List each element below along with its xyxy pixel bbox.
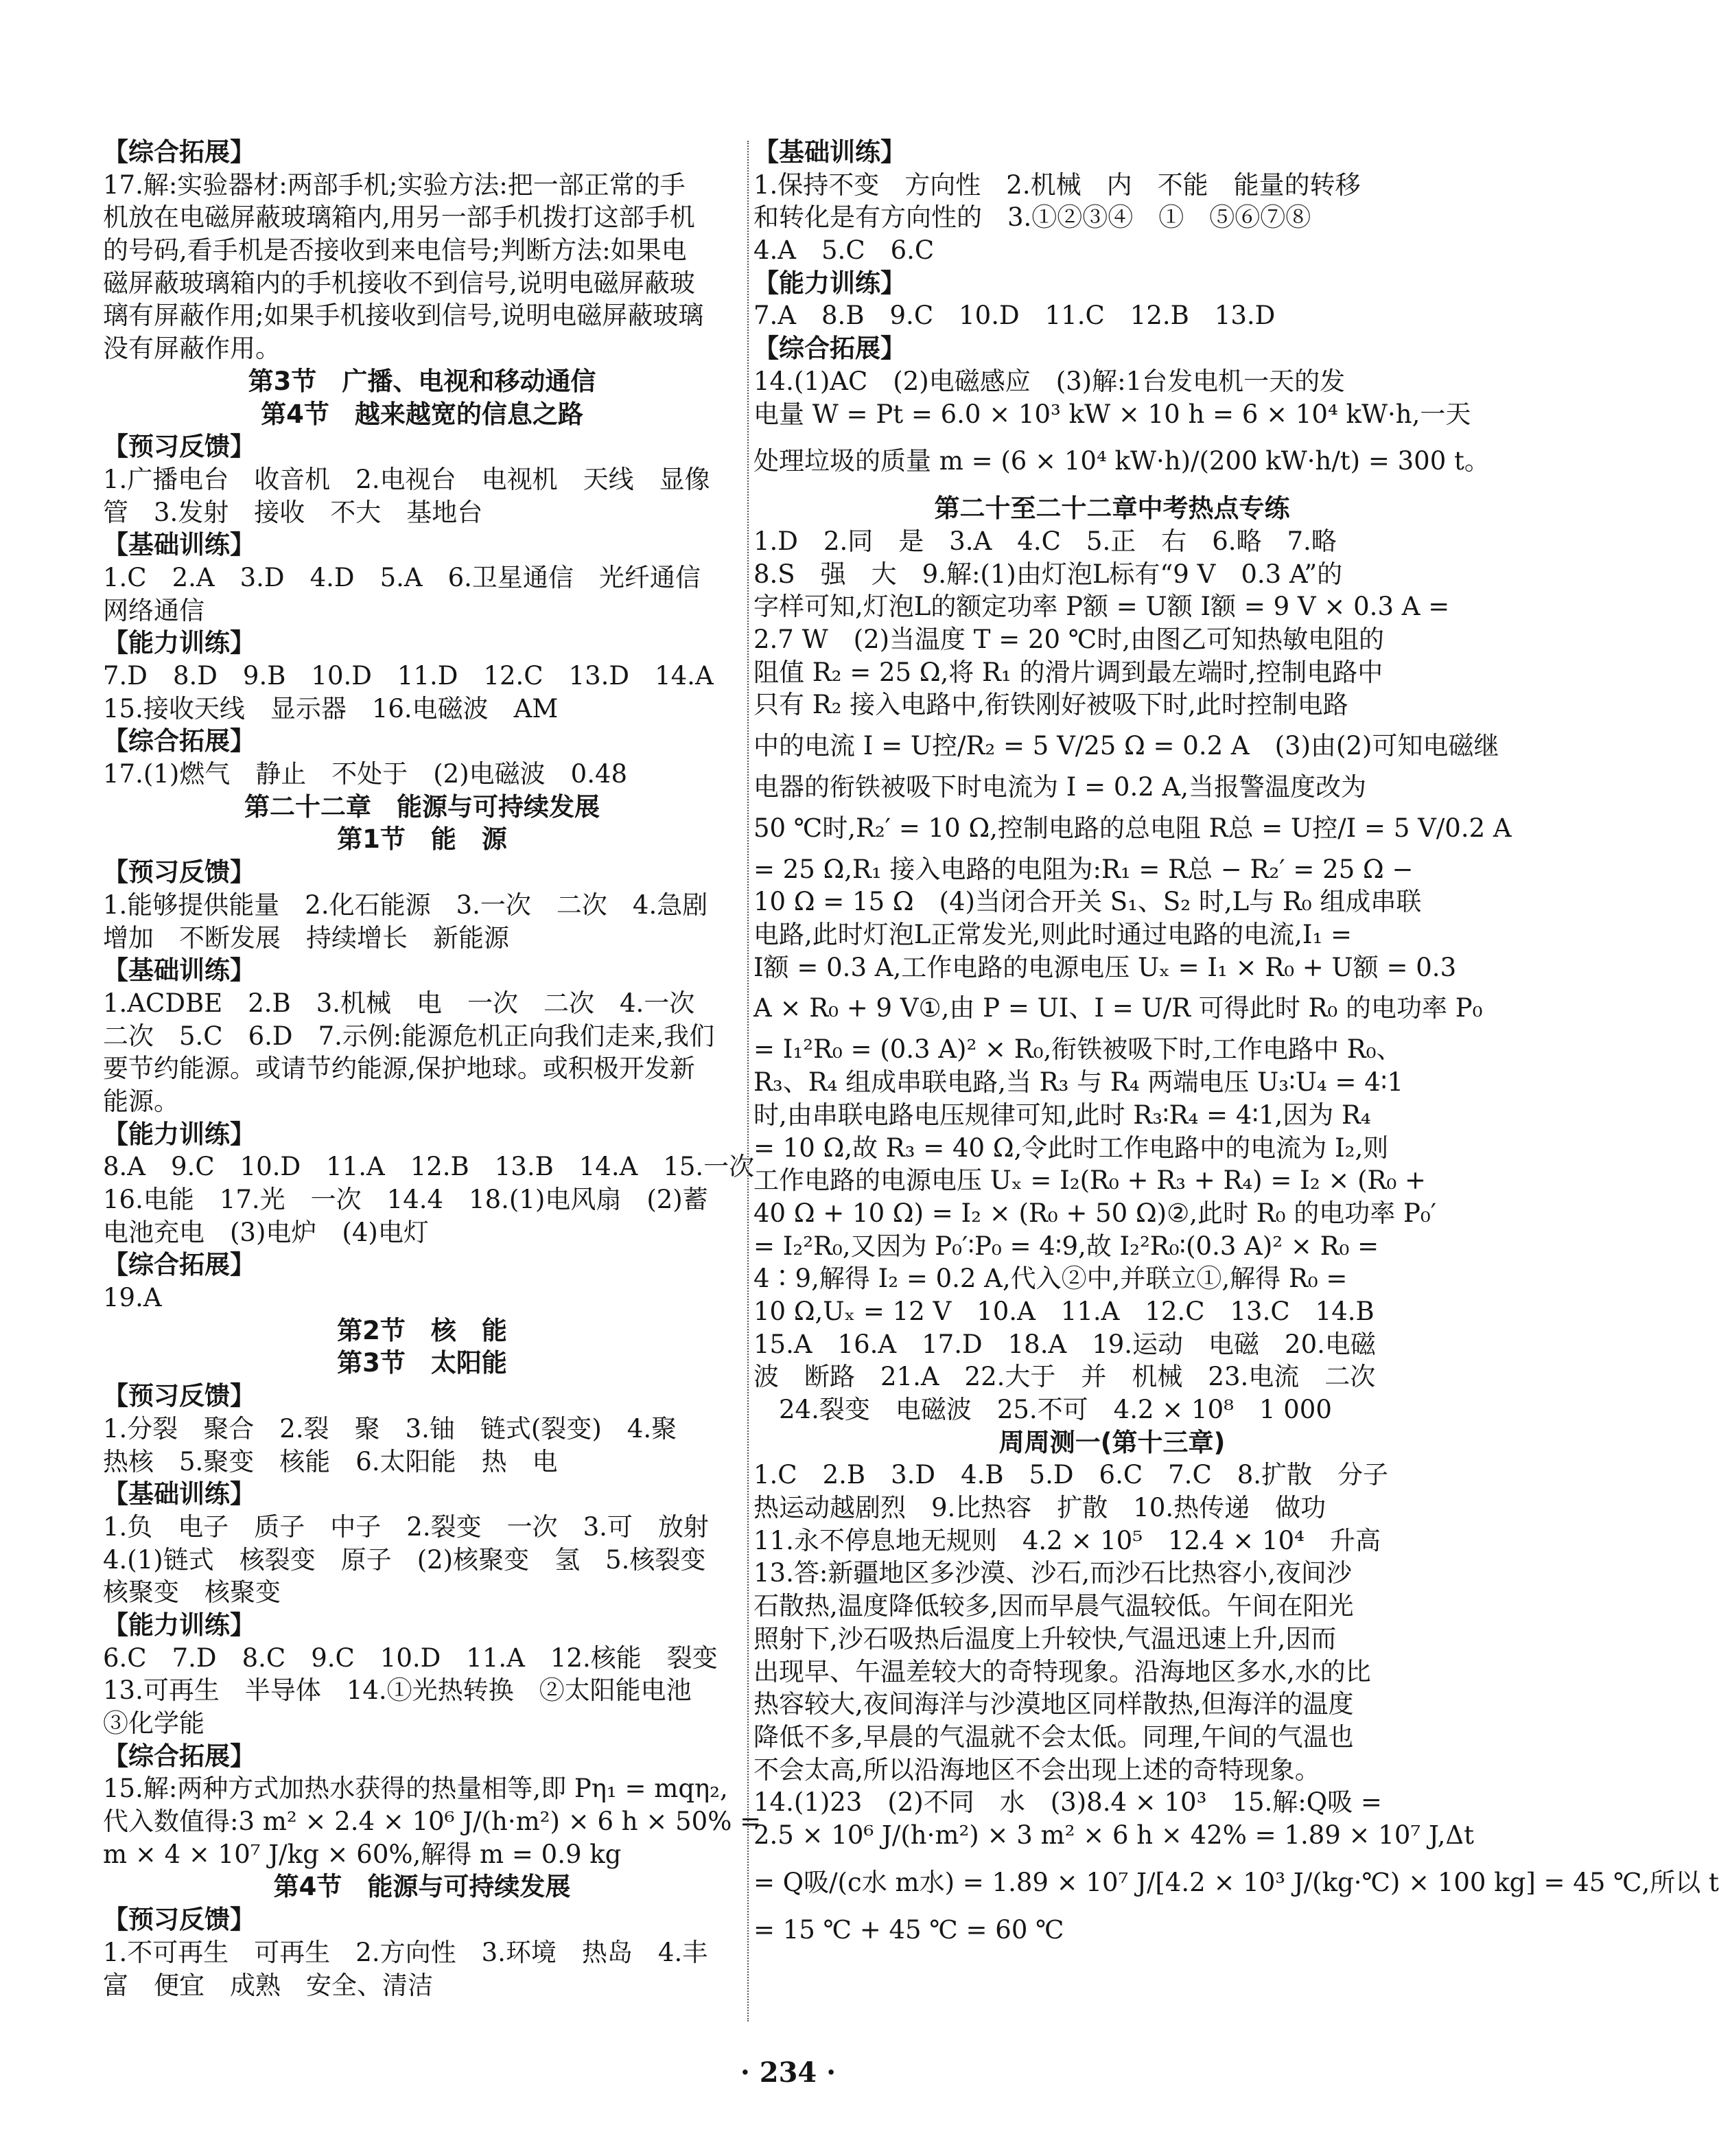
answer-line: 不会太高,所以沿海地区不会出现上述的奇特现象。	[753, 1754, 1320, 1785]
answer-line: 要节约能源。或请节约能源,保护地球。或积极开发新	[103, 1054, 695, 1084]
answer-line: 50 ℃时,R₂′ = 10 Ω,控制电路的总电阻 R总 = U控/I = 5 V/0.2 A	[753, 813, 1512, 843]
answer-line: 15.接收天线 显示器 16.电磁波 AM	[103, 693, 559, 723]
section-label: 【预习反馈】	[103, 857, 255, 888]
answer-line: R₃、R₄ 组成串联电路,当 R₃ 与 R₄ 两端电压 U₃∶U₄ = 4∶1	[753, 1067, 1403, 1098]
answer-line: 电路,此时灯泡L正常发光,则此时通过电路的电流,I₁ =	[753, 920, 1353, 950]
answer-line: 阻值 R₂ = 25 Ω,将 R₁ 的滑片调到最左端时,控制电路中	[753, 657, 1383, 687]
answer-line: 的号码,看手机是否接收到来电信号;判断方法:如果电	[103, 235, 687, 266]
section-label: 【综合拓展】	[753, 334, 906, 364]
section-label: 【能力训练】	[103, 628, 255, 658]
answer-line: = 10 Ω,故 R₃ = 40 Ω,令此时工作电路中的电流为 I₂,则	[753, 1133, 1389, 1163]
section-label: 【能力训练】	[103, 1119, 255, 1149]
section-title: 第4节 越来越宽的信息之路	[261, 399, 583, 429]
answer-line: = I₂²R₀,又因为 P₀′∶P₀ = 4∶9,故 I₂²R₀∶(0.3 A)² × R₀ =	[753, 1231, 1379, 1261]
answer-line: 和转化是有方向性的 3.①②③④ ① ⑤⑥⑦⑧	[753, 202, 1311, 233]
left-column	[103, 136, 762, 2002]
answer-line: 降低不多,早晨的气温就不会太低。同理,午间的气温也	[753, 1722, 1354, 1752]
section-label: 【预习反馈】	[103, 432, 255, 462]
section-label: 【综合拓展】	[103, 1250, 255, 1280]
section-title: 第2节 核 能	[337, 1315, 507, 1345]
answer-line: 1.能够提供能量 2.化石能源 3.一次 二次 4.急剧	[103, 890, 708, 920]
answer-line: 16.电能 17.光 一次 14.4 18.(1)电风扇 (2)蓄	[103, 1185, 708, 1214]
answer-line: 石散热,温度降低较多,因而早晨气温较低。午间在阳光	[753, 1591, 1354, 1621]
page-number: · 234 ·	[740, 2056, 837, 2089]
answer-line: 增加 不断发展 持续增长 新能源	[103, 923, 509, 953]
section-label: 【预习反馈】	[103, 1381, 255, 1411]
answer-line: 富 便宜 成熟 安全、清洁	[103, 1970, 433, 2000]
answer-line: 1.C 2.A 3.D 4.D 5.A 6.卫星通信 光纤通信	[103, 562, 701, 592]
answer-line: 能源。	[103, 1086, 179, 1116]
answer-line: 没有屏蔽作用。	[103, 334, 281, 364]
section-title: 第4节 能源与可持续发展	[273, 1872, 571, 1902]
answer-line: 15.A 16.A 17.D 18.A 19.运动 电磁 20.电磁	[753, 1329, 1376, 1359]
answer-line: 2.7 W (2)当温度 T = 20 ℃时,由图乙可知热敏电阻的	[753, 624, 1385, 654]
answer-line: 波 断路 21.A 22.大于 并 机械 23.电流 二次	[753, 1362, 1376, 1392]
section-title: 第3节 广播、电视和移动通信	[248, 366, 596, 396]
answer-line: 7.D 8.D 9.B 10.D 11.D 12.C 13.D 14.A	[103, 661, 714, 691]
answer-line: 11.永不停息地无规则 4.2 × 10⁵ 12.4 × 10⁴ 升高	[753, 1525, 1381, 1555]
answer-line: m × 4 × 10⁷ J/kg × 60%,解得 m = 0.9 kg	[103, 1839, 622, 1869]
answer-line: 热容较大,夜间海洋与沙漠地区同样散热,但海洋的温度	[753, 1689, 1354, 1719]
answer-line: 14.(1)23 (2)不同 水 (3)8.4 × 10³ 15.解:Q吸 =	[753, 1787, 1382, 1818]
answer-line: 1.分裂 聚合 2.裂 聚 3.铀 链式(裂变) 4.聚	[103, 1413, 677, 1444]
answer-line: 1.广播电台 收音机 2.电视台 电视机 天线 显像	[103, 464, 710, 494]
section-label: 【综合拓展】	[103, 137, 255, 167]
answer-line: 19.A	[103, 1283, 162, 1313]
section-label: 【基础训练】	[103, 1479, 255, 1509]
answer-line: 8.A 9.C 10.D 11.A 12.B 13.B 14.A 15.一次	[103, 1152, 755, 1182]
answer-line: 机放在电磁屏蔽玻璃箱内,用另一部手机拨打这部手机	[103, 202, 695, 233]
answer-line: = Q吸/(c水 m水) = 1.89 × 10⁷ J/[4.2 × 10³ J/(kg·℃) × 100 kg] = 45 ℃,所以 t	[753, 1867, 1719, 1897]
section-title: 第3节 太阳能	[337, 1348, 507, 1378]
answer-line: 13.答:新疆地区多沙漠、沙石,而沙石比热容小,夜间沙	[753, 1558, 1352, 1588]
section-label: 【基础训练】	[103, 955, 255, 986]
answer-line: 1.D 2.同 是 3.A 4.C 5.正 右 6.略 7.略	[753, 526, 1337, 556]
answer-line: 1.保持不变 方向性 2.机械 内 不能 能量的转移	[753, 170, 1361, 200]
answer-line: 24.裂变 电磁波 25.不可 4.2 × 10⁸ 1 000	[753, 1395, 1332, 1424]
answer-line: = I₁²R₀ = (0.3 A)² × R₀,衔铁被吸下时,工作电路中 R₀、	[753, 1034, 1402, 1065]
section-title: 第二十二章 能源与可持续发展	[244, 791, 600, 822]
answer-line: 代入数值得:3 m² × 2.4 × 10⁶ J/(h·m²) × 6 h × 50% =	[103, 1807, 762, 1837]
answer-line: 电量 W = Pt = 6.0 × 10³ kW × 10 h = 6 × 10⁴ kW·h,一天	[753, 399, 1471, 429]
answer-line: A × R₀ + 9 V①,由 P = UI、I = U/R 可得此时 R₀ 的电功率 P₀	[753, 993, 1483, 1023]
answer-line: 17.解:实验器材:两部手机;实验方法:把一部正常的手	[103, 170, 686, 200]
answer-line: 13.可再生 半导体 14.①光热转换 ②太阳能电池	[103, 1676, 692, 1706]
answer-line: 10 Ω,Uₓ = 12 V 10.A 11.A 12.C 13.C 14.B	[753, 1296, 1375, 1326]
section-label: 【能力训练】	[103, 1610, 255, 1640]
answer-line: 热核 5.聚变 核能 6.太阳能 热 电	[103, 1446, 558, 1476]
answer-line: 只有 R₂ 接入电路中,衔铁刚好被吸下时,此时控制电路	[753, 690, 1348, 720]
answer-line: 6.C 7.D 8.C 9.C 10.D 11.A 12.核能 裂变	[103, 1643, 718, 1673]
answer-line: ③化学能	[103, 1708, 204, 1738]
answer-line: 4.A 5.C 6.C	[753, 235, 935, 266]
answer-line: 电器的衔铁被吸下时电流为 I = 0.2 A,当报警温度改为	[753, 772, 1366, 802]
answer-line: 17.(1)燃气 静止 不处于 (2)电磁波 0.48	[103, 759, 628, 789]
section-label: 【综合拓展】	[103, 726, 255, 756]
section-label: 【基础训练】	[753, 137, 906, 167]
answer-line: 7.A 8.B 9.C 10.D 11.C 12.B 13.D	[753, 301, 1276, 331]
answer-line: 网络通信	[103, 595, 204, 625]
answer-line: 出现早、午温差较大的奇特现象。沿海地区多水,水的比	[753, 1656, 1371, 1686]
section-label: 【能力训练】	[753, 268, 906, 298]
section-label: 【综合拓展】	[103, 1741, 255, 1771]
answer-line: 璃有屏蔽作用;如果手机接收到信号,说明电磁屏蔽玻璃	[103, 301, 704, 331]
answer-line: 8.S 强 大 9.解:(1)由灯泡L标有“9 V 0.3 A”的	[753, 559, 1343, 589]
answer-line: 管 3.发射 接收 不大 基地台	[103, 497, 483, 527]
section-label: 【基础训练】	[103, 530, 255, 560]
answer-line: 14.(1)AC (2)电磁感应 (3)解:1台发电机一天的发	[753, 366, 1346, 396]
answer-line: 40 Ω + 10 Ω) = I₂ × (R₀ + 50 Ω)②,此时 R₀ 的电功率 P₀′	[753, 1198, 1437, 1228]
section-label: 【预习反馈】	[103, 1905, 255, 1935]
answer-line: 1.C 2.B 3.D 4.B 5.D 6.C 7.C 8.扩散 分子	[753, 1460, 1389, 1490]
answer-line: 电池充电 (3)电炉 (4)电灯	[103, 1217, 429, 1247]
answer-line: 1.ACDBE 2.B 3.机械 电 一次 二次 4.一次	[103, 988, 695, 1018]
answer-line: I额 = 0.3 A,工作电路的电源电压 Uₓ = I₁ × R₀ + U额 = 0.3	[753, 952, 1457, 982]
answer-line: 热运动越剧烈 9.比热容 扩散 10.热传递 做功	[753, 1493, 1326, 1523]
answer-line: = 15 ℃ + 45 ℃ = 60 ℃	[753, 1914, 1064, 1945]
answer-line: 二次 5.C 6.D 7.示例:能源危机正向我们走来,我们	[103, 1021, 715, 1051]
section-title: 第1节 能 源	[337, 824, 507, 855]
answer-line: 2.5 × 10⁶ J/(h·m²) × 3 m² × 6 h × 42% = 1.89 × 10⁷ J,Δt	[753, 1820, 1475, 1850]
answer-line: 15.解:两种方式加热水获得的热量相等,即 Pη₁ = mqη₂,	[103, 1774, 728, 1804]
answer-line: 4.(1)链式 核裂变 原子 (2)核聚变 氢 5.核裂变	[103, 1544, 706, 1575]
answer-line: 处理垃圾的质量 m = (6 × 10⁴ kW·h)/(200 kW·h/t) = 300 t。	[753, 446, 1490, 476]
section-title: 周周测一(第十三章)	[998, 1427, 1226, 1457]
answer-line: 10 Ω = 15 Ω (4)当闭合开关 S₁、S₂ 时,L与 R₀ 组成串联	[753, 887, 1422, 917]
answer-line: 1.负 电子 质子 中子 2.裂变 一次 3.可 放射	[103, 1511, 709, 1542]
answer-line: 核聚变 核聚变	[103, 1577, 281, 1608]
right-column	[753, 136, 1719, 1946]
column-divider	[747, 141, 749, 2021]
answer-line: 1.不可再生 可再生 2.方向性 3.环境 热岛 4.丰	[103, 1937, 708, 1967]
answer-line: = 25 Ω,R₁ 接入电路的电阻为:R₁ = R总 − R₂′ = 25 Ω −	[753, 854, 1414, 884]
answer-line: 照射下,沙石吸热后温度上升较快,气温迅速上升,因而	[753, 1623, 1337, 1654]
answer-line: 4∶9,解得 I₂ = 0.2 A,代入②中,并联立①,解得 R₀ =	[753, 1264, 1348, 1294]
answer-line: 字样可知,灯泡L的额定功率 P额 = U额 I额 = 9 V × 0.3 A =	[753, 592, 1450, 622]
answer-line: 中的电流 I = U控/R₂ = 5 V/25 Ω = 0.2 A (3)由(2)可知电磁继	[753, 731, 1499, 761]
answer-line: 磁屏蔽玻璃箱内的手机接收不到信号,说明电磁屏蔽玻	[103, 268, 695, 298]
answer-line: 时,由串联电路电压规律可知,此时 R₃∶R₄ = 4∶1,因为 R₄	[753, 1100, 1371, 1130]
answer-line: 工作电路的电源电压 Uₓ = I₂(R₀ + R₃ + R₄) = I₂ × (R₀ +	[753, 1166, 1426, 1196]
section-title: 第二十至二十二章中考热点专练	[934, 494, 1290, 524]
